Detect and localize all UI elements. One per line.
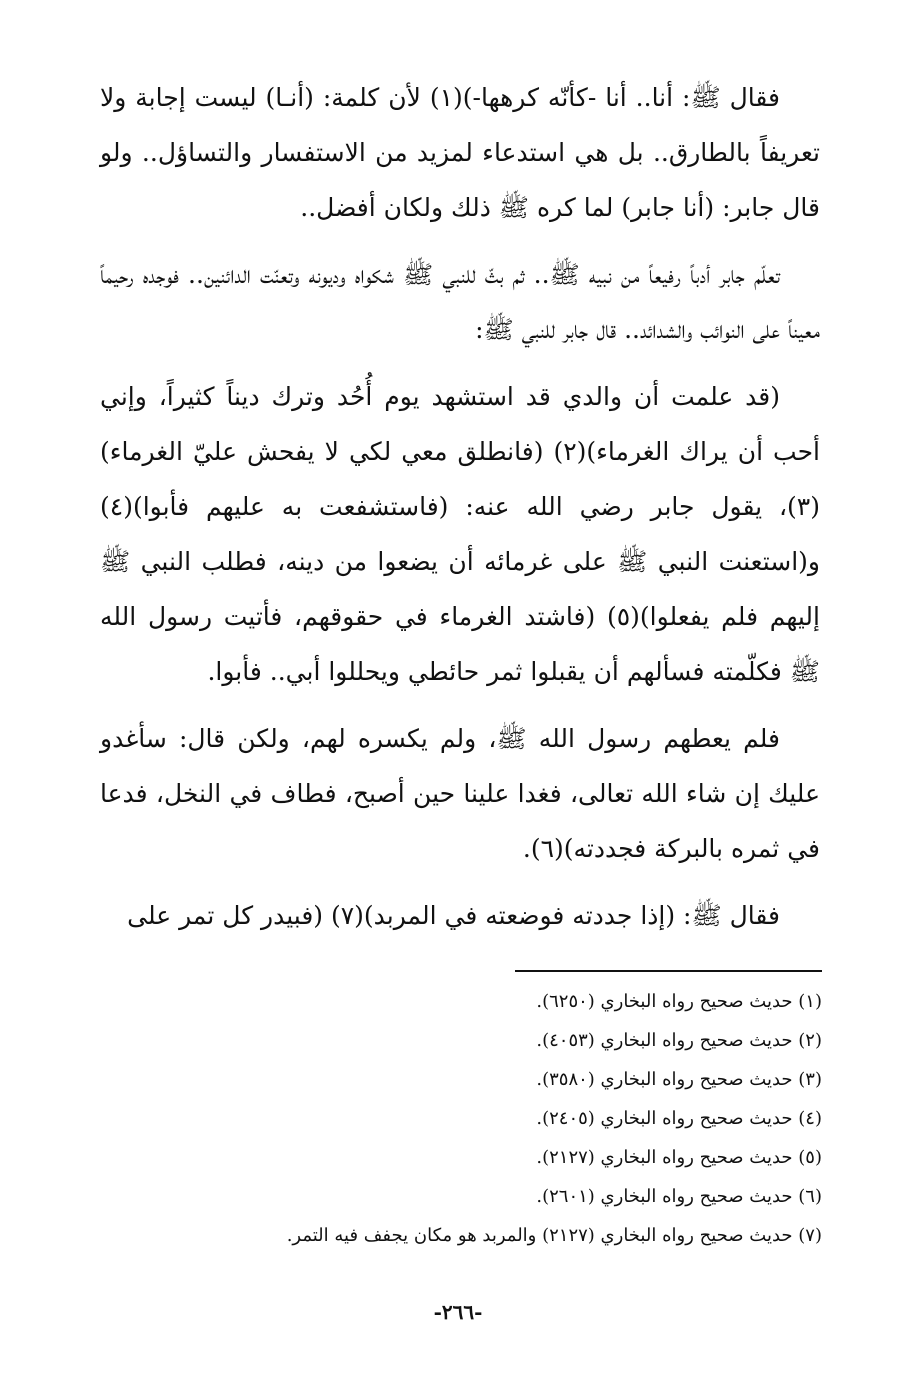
- footnote: (٢) حديث صحيح رواه البخاري (٤٠٥٣).: [536, 1030, 822, 1051]
- paragraph: تعلّم جابر أدباً رفيعاً من نبيه ﷺ.. ثم بثّ للنبي ﷺ شكواه وديونه وتعنّت الدائنين.. فوجده رحيماً معيناً على النوائب والشدائد.. قال جابر للنبي ﷺ:: [100, 260, 820, 344]
- footnote: (٧) حديث صحيح رواه البخاري (٢١٢٧) والمربد هو مكان يجفف فيه التمر.: [286, 1225, 822, 1246]
- footnote: (٦) حديث صحيح رواه البخاري (٢٦٠١).: [536, 1186, 822, 1207]
- paragraph: فقال ﷺ: أنا.. أنا -كأنّه كرهها-)(١) لأن كلمة: (أنـا) ليست إجابة ولا تعريفاً بالطارق.. بل هي استدعاء لمزيد من الاستفسار والتساؤل.. ولو قال جابر: (أنا جابر) لما كره ﷺ ذلك ولكان أفضل..: [100, 83, 820, 222]
- paragraph: فقال ﷺ: (إذا جددته فوضعته في المربد)(٧) (فبيدر كل تمر على: [127, 901, 780, 930]
- page-number: -٢٦٦-: [433, 1300, 483, 1324]
- footnote: (٣) حديث صحيح رواه البخاري (٣٥٨٠).: [536, 1069, 822, 1090]
- footnote-separator: [515, 970, 822, 972]
- main-text: [100, 70, 820, 955]
- footnotes: [102, 982, 822, 1255]
- footnote: (٥) حديث صحيح رواه البخاري (٢١٢٧).: [536, 1147, 822, 1168]
- footnote: (٤) حديث صحيح رواه البخاري (٢٤٠٥).: [536, 1108, 822, 1129]
- paragraph: فلم يعطهم رسول الله ﷺ، ولم يكسره لهم، ولكن قال: سأغدو عليك إن شاء الله تعالى، فغدا علينا حين أصبح، فطاف في النخل، فدعا في ثمره بالبركة فجددته)(٦).: [100, 724, 820, 863]
- paragraph: (قد علمت أن والدي قد استشهد يوم أُحُد وترك ديناً كثيراً، وإني أحب أن يراك الغرماء)(٢) (فانطلق معي لكي لا يفحش عليّ الغرماء)(٣)، يقول جابر رضي الله عنه: (فاستشفعت به عليهم فأبوا)(٤) و(استعنت النبي ﷺ على غرمائه أن يضعوا من دينه، فطلب النبي ﷺ إليهم فلم يفعلوا)(٥) (فاشتد الغرماء في حقوقهم، فأتيت رسول الله ﷺ فكلّمته فسألهم أن يقبلوا ثمر حائطي ويحللوا أبي.. فأبوا.: [100, 382, 820, 686]
- footnote: (١) حديث صحيح رواه البخاري (٦٢٥٠).: [536, 991, 822, 1012]
